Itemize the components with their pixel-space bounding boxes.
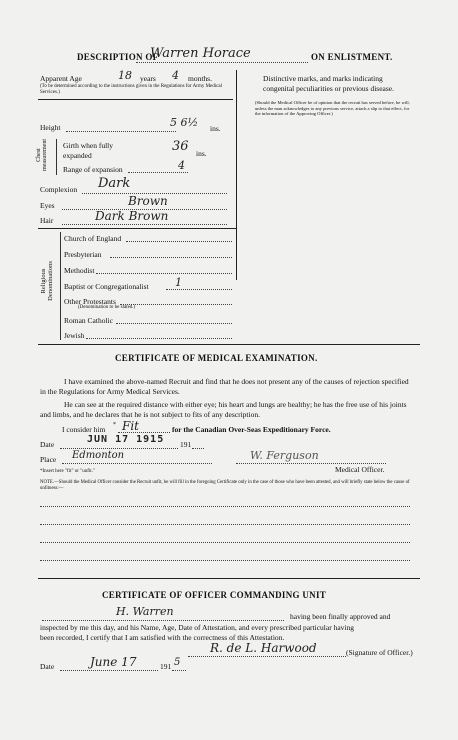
months-label: months. — [188, 74, 212, 83]
hair-label: Hair — [40, 216, 54, 225]
attestation-page: DESCRIPTION OF Warren Horace ON ENLISTMENT. Apparent Age 18 years 4 months. (To be determined according to the instructions given in the Regulations for Army Medical Services.) Distinctive marks, and marks indicating congenital peculiarities or previous disease. (Should the Medical Officer be of opinion that the recruit has served before, he will, unless the man acknowledges to any previous service, attach a slip to that effect, for the information of the Approving Officer.) Height 5 6½ ins. Chest measurement Girth when fully expanded 36 ins. Range of expansion 4 Complexion Dark Eyes Brown Hair Dark Brown Religious Denominations Church of England Presbyterian Methodist Baptist or Congregationalist 1 Other Protestants (Denomination to be stated.) Roman Catholic Jewish CERTIFICATE OF MEDICAL EXAMINATION. I have examined the above-named Recruit and find that he does not present any of the causes of rejection specified in the Regulations for Army Medical Services. He can see at the required distance with either eye; his heart and lungs are healthy; he has the free use of his joints and limbs, and he declares that he is not subject to fits of any description. I consider him * Fit for the Canadian Over-Seas Expeditionary Force. Date JUN 17 1915 191 Place Edmonton W. Ferguson Medical Officer. *Insert here "fit" or "unfit." NOTE.—Should the Medical Officer consider the Recruit unfit, he will fill in the foregoing Certificate only in the case of those who have been attested, and will briefly state below the cause of unfitness:— CERTIFICATE OF OFFICER COMMANDING UNIT H. Warren having been finally approved and inspected by me this day, and his Name, Age, Date of Attestation, and every prescribed particular having been recorded, I certify that I am satisfied with the correctness of this Attestation. R. de L. Harwood (Signature of Officer.) Date June 17 191 5 — [0, 0, 458, 740]
range-label: Range of expansion — [63, 165, 123, 174]
girth-value: 36 — [172, 139, 189, 154]
distinctive-text: Distinctive marks, and marks indicating congenital peculiarities or previous disease. — [263, 74, 394, 93]
medical-officer-label: Medical Officer. — [335, 465, 385, 474]
date-stamp: JUN 17 1915 — [87, 434, 165, 445]
range-value: 4 — [178, 159, 185, 172]
officer-name-value: H. Warren — [116, 605, 174, 618]
height-label: Height — [40, 123, 61, 132]
medical-note: NOTE.—Should the Medical Officer consider the Recruit unfit, he will fill in the foregoing Certificate only in the case of those who have been attested, and will briefly state below the cause of unfitness:— — [40, 480, 410, 491]
religion-side-label: Religious Denominations — [40, 261, 54, 301]
chest-side-label: Chest measurement — [36, 139, 48, 171]
place-value: Edmonton — [72, 450, 125, 461]
officer-date-value: June 17 — [90, 655, 137, 669]
height-unit: ins. — [210, 124, 221, 133]
recruit-name: Warren Horace — [150, 46, 251, 61]
officer-signature: R. de L. Harwood — [210, 641, 317, 655]
religion-item-3: Methodist — [64, 266, 95, 275]
religion-item-1: Church of England — [64, 234, 122, 243]
medical-heading: CERTIFICATE OF MEDICAL EXAMINATION. — [115, 353, 318, 363]
complexion-value: Dark — [98, 176, 131, 191]
medical-date-label: Date — [40, 440, 55, 449]
girth-label: Girth when fully expanded — [63, 141, 113, 160]
girth-unit: ins. — [196, 149, 207, 158]
hair-value: Dark Brown — [95, 209, 169, 223]
distinctive-note: (Should the Medical Officer be of opinion that the recruit has served before, he will, unless the man acknowledges to any previous service, attach a slip to that effect, for the information of the Approving Officer.) — [255, 100, 410, 117]
years-label: years — [140, 74, 156, 83]
officer-sig-label: (Signature of Officer.) — [346, 648, 413, 657]
eyes-label: Eyes — [40, 201, 55, 210]
consider-prefix: I consider him — [62, 425, 106, 434]
medical-p1: I have examined the above-named Recruit and find that he does not present any of the causes of rejection specified in the Regulations for Army Medical Services. — [40, 377, 409, 396]
place-label: Place — [40, 455, 57, 464]
religion-item-4: Baptist or Congregationalist — [64, 282, 149, 291]
religion-item-2: Presbyterian — [64, 250, 102, 259]
officer-line2: inspected by me this day, and his Name, Age, Date of Attestation, and every prescribed particular having — [40, 623, 355, 632]
religion-item-6: Roman Catholic — [64, 316, 113, 325]
religion-item-5: Other Protestants — [64, 297, 116, 306]
religion-other-note: (Denomination to be stated.) — [78, 305, 136, 310]
officer-heading: CERTIFICATE OF OFFICER COMMANDING UNIT — [102, 590, 327, 600]
medical-p2: He can see at the required distance with either eye; his heart and lungs are healthy; he has the free use of his joints and limbs, and he declares that he is not subject to fits of any description. — [40, 400, 407, 419]
medical-year-prefix: 191 — [180, 440, 192, 449]
age-note: (To be determined according to the instructions given in the Regulations for Army Medical Services.) — [40, 84, 222, 95]
officer-line3: been recorded, I certify that I am satisfied with the correctness of this Attestation. — [40, 633, 285, 642]
height-value: 5 6½ — [170, 116, 199, 129]
officer-year-prefix: 191 — [160, 662, 172, 671]
medical-signature: W. Ferguson — [250, 449, 319, 462]
complexion-label: Complexion — [40, 185, 78, 194]
insert-note: *Insert here "fit" or "unfit." — [40, 469, 95, 474]
title-suffix: ON ENLISTMENT. — [311, 52, 393, 62]
religion-mark: 1 — [175, 276, 182, 289]
eyes-value: Brown — [128, 194, 168, 208]
age-years: 18 — [118, 69, 132, 82]
age-months: 4 — [172, 69, 179, 82]
officer-year-value: 5 — [174, 657, 181, 668]
officer-date-label: Date — [40, 662, 55, 671]
religion-item-7: Jewish — [64, 331, 85, 340]
consider-value: Fit — [122, 419, 139, 433]
officer-line1-suffix: having been finally approved and — [290, 612, 391, 621]
title-prefix: DESCRIPTION OF — [77, 52, 159, 62]
consider-suffix: for the Canadian Over-Seas Expeditionary Force. — [172, 425, 331, 434]
age-label: Apparent Age — [40, 74, 82, 83]
